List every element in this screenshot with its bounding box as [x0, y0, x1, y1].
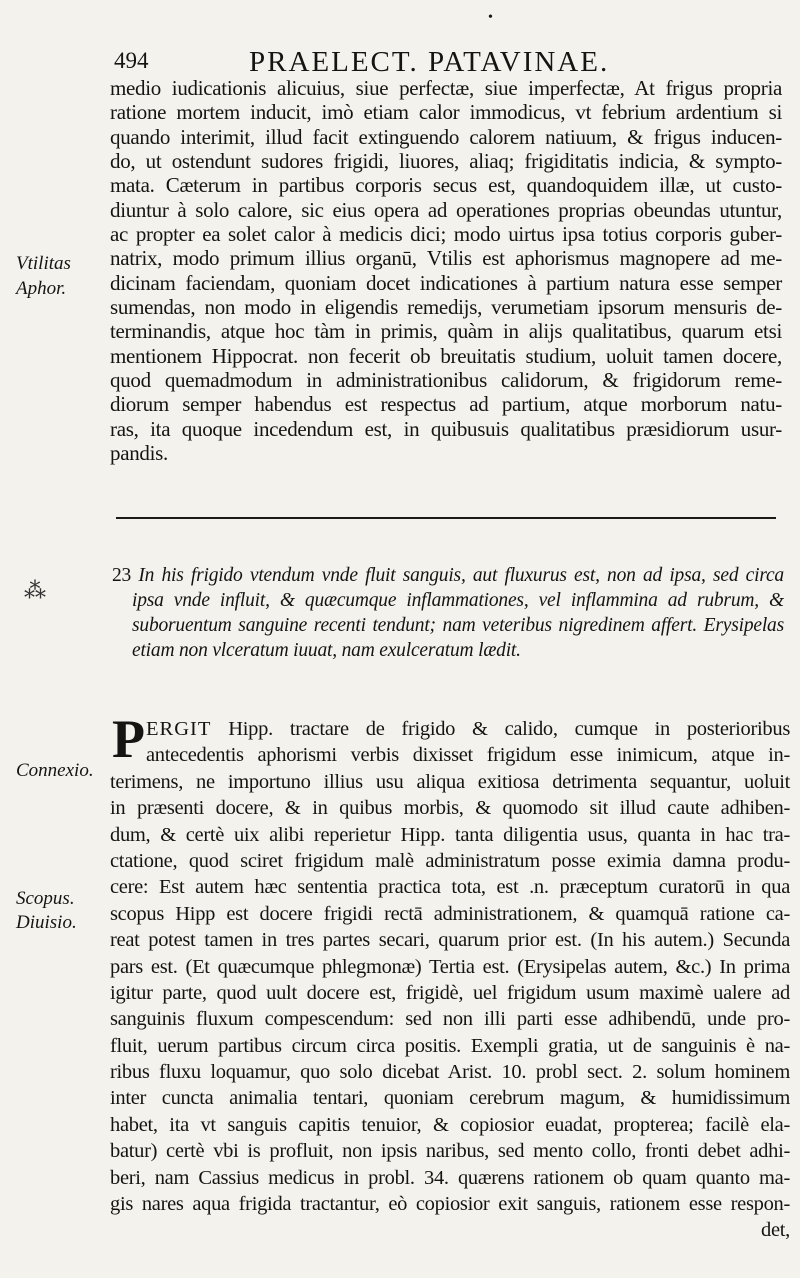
aphorism-line: ipsa vnde influit, & quæcumque inflammationes, vel inflammina ad rubrum, &: [132, 590, 784, 611]
page-header: [114, 46, 774, 80]
text-line: terimens, ne importuno illius usu aliqua exitiosa detrimenta sequantur, uoluit: [110, 770, 790, 793]
margin-note-diuisio: Diuisio.: [16, 912, 77, 933]
text-line: igitur parte, quod uult docere est, frigidè, uel frigidum usum maximè ualere ad: [110, 981, 790, 1004]
text-line: ctatione, quod sciret frigidum malè administratum posse eximia damna produ-: [110, 849, 790, 872]
text-line: diorum semper habendus est respectus ad partium, atque morborum natu-: [110, 392, 782, 417]
aphorism-line: In his frigido vtendum vnde fluit sanguis, aut fluxurus est, non ad ipsa, sed circa: [138, 565, 784, 586]
text-line: fluit, uerum partibus circum circa positis. Exempli gratia, ut de sanguinis è na-: [110, 1034, 790, 1057]
text-line: antecedentis aphorismi verbis dixisset frigidum esse inimicum, atque in-: [146, 744, 790, 767]
text-line: ac propter ea solet calor à medicis dici; modo uirtus ipsa totius corporis guber-: [110, 222, 782, 247]
text-line: dum, & certè uix alibi reperietur Hipp. tanta diligentia usus, quanta in hac tra-: [110, 823, 790, 846]
text-line: beri, nam Cassius medicus in probl. 34. quærens rationem ob quam quanto ma-: [110, 1166, 790, 1189]
margin-note-aphor: Aphor.: [16, 278, 67, 299]
printer-ornament-icon: ⁂: [24, 578, 46, 603]
text-line: mentionem Hippocrat. non fecerit ob breuitatis studium, uoluit tamen docere,: [110, 343, 782, 368]
text-line: ratione mortem inducit, imò etiam calor immodicus, vt febrium ardentium si: [110, 100, 782, 125]
text-line: pars est. (Et quæcumque phlegmonæ) Tertia est. (Erysipelas autem, &c.) In prima: [110, 955, 790, 978]
first-word: ERGIT: [146, 718, 212, 740]
aphorism-line: suboruentum sanguine recenti tendunt; nam veteribus nigredinem affert. Erysipelas: [132, 615, 784, 636]
margin-note-connexio: Connexio.: [16, 760, 94, 781]
text-line: natrix, modo primum illius organū, Vtilis est aphorismus magnopere ad me-: [110, 246, 782, 271]
aphorism-text: [112, 563, 784, 663]
catchword: det,: [761, 1219, 790, 1242]
text-line: sumendas, non modo in eligendis remedijs, verumetiam ipsorum mensuris de-: [110, 295, 782, 320]
commentary-paragraph-1: [110, 76, 782, 466]
text-line: cere: Est autem hæc sententia practica tota, est .n. præceptum curatorū in qua: [110, 876, 790, 899]
text-line: in præsenti docere, & in quibus morbis, & quomodo sit illud caute adhiben-: [110, 797, 790, 820]
text-line: batur) certè vbi is profluit, non ipsis naribus, sed mento collo, fronti debet adhi-: [110, 1140, 790, 1163]
text-line: dicinam faciendam, quoniam docet indicationes à partium natura esse semper: [110, 270, 782, 295]
text-line: Hipp. tractare de frigido & calido, cumque in posterioribus: [228, 718, 790, 740]
text-line: quod quemadmodum in administrationibus calidorum, & frigidorum reme-: [110, 368, 782, 393]
text-line: diuntur à solo calore, sic eius opera ad operationes proprias obeundas utuntur,: [110, 197, 782, 222]
text-line: scopus Hipp est docere frigidi rectā administrationem, & quamquā ratione ca-: [110, 902, 790, 925]
text-line: do, ut ostendunt sudores frigidi, liuores, aliaq; frigiditatis indicia, & sympto-: [110, 149, 782, 174]
commentary-paragraph-2: [110, 716, 790, 1244]
text-line: ribus fluxu loquamur, quo solo dicebat Arist. 10. probl sect. 2. solum hominem: [110, 1061, 790, 1084]
running-head: PRAELECT. PATAVINAE.: [249, 46, 610, 78]
page-number: 494: [114, 48, 149, 73]
text-line: quando interimit, illud facit extinguendo calorem natiuum, & frigus inducen-: [110, 124, 782, 149]
text-line: sanguinis fluxum compescendum: sed non illi parti esse adhibendū, unde pro-: [110, 1008, 790, 1031]
text-line: medio iudicationis alicuius, siue perfectæ, siue imperfectæ, At frigus propria: [110, 76, 782, 100]
text-line: reat potest tamen in tres partes secari, quarum prior est. (In his autem.) Secunda: [110, 929, 790, 952]
text-line: mata. Cæterum in partibus corporis secus est, quandoquidem illæ, ut custo-: [110, 173, 782, 198]
text-line: inter cuncta animalia tentari, quoniam cerebrum magum, & humidissimum: [110, 1087, 790, 1110]
text-line: pandis.: [110, 441, 168, 466]
aphorism-line: etiam non vlceratum iuuat, nam exulceratum lædit.: [132, 640, 521, 661]
margin-note-scopus: Scopus.: [16, 888, 75, 909]
text-line: terminandis, atque hoc tàm in primis, quàm in alijs qualitatibus, quarum etsi: [110, 319, 782, 344]
text-line: gis nares aqua frigida tractantur, eò copiosior exit sanguis, rationem esse respon-: [110, 1193, 790, 1216]
margin-note-utilitas: Vtilitas: [16, 253, 71, 274]
aphorism-number: 23: [112, 565, 132, 586]
top-mark: •: [488, 10, 493, 25]
text-line: habet, ita vt sanguis capitis tenuior, & copiosior euadat, propterea; facilè ela-: [110, 1113, 790, 1136]
section-rule: [116, 517, 776, 519]
text-line: ras, ita quoque incedendum est, in quibusuis qualitatibus præsidiorum usur-: [110, 416, 782, 441]
drop-capital: P: [112, 709, 145, 769]
